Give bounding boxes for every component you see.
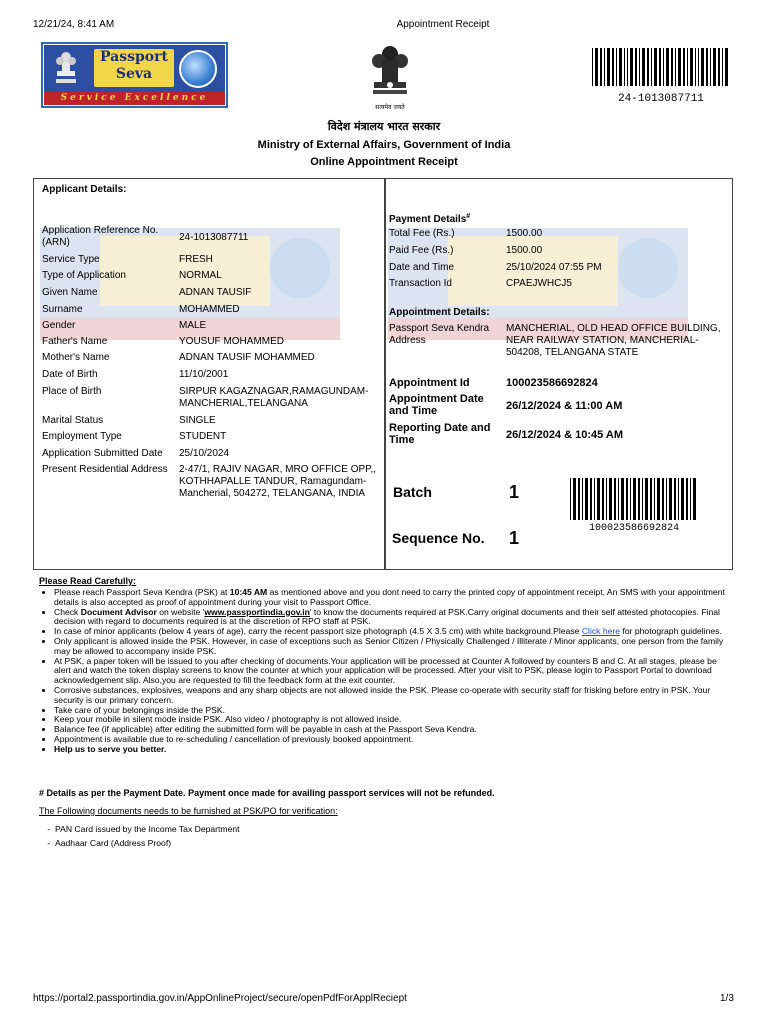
- instruction-item: • Appointment is available due to re-scheduling / cancellation of previously booked appointment.: [54, 735, 732, 745]
- applicant-field-value: NORMAL: [179, 270, 222, 281]
- barcode-bar: [650, 478, 652, 520]
- barcode-bar: [666, 48, 669, 86]
- barcode-bar: [597, 478, 600, 520]
- applicant-field-value: MOHAMMED: [179, 304, 240, 315]
- barcode-bar: [630, 48, 633, 86]
- arn-barcode: [592, 48, 730, 86]
- applicant-field-label: Father's Name: [42, 336, 108, 347]
- barcode-bar: [663, 48, 664, 86]
- emblem-caption: सत्यमेव जयते: [375, 104, 405, 111]
- barcode-bar: [621, 478, 624, 520]
- instruction-item: • In case of minor applicants (below 4 years of age), carry the recent passport size photograph (4.5 X 3.5 cm) with white background.Please Click here for photograph guidelines.: [54, 627, 732, 637]
- barcode-bar: [592, 48, 593, 86]
- barcode-bar: [638, 478, 640, 520]
- instruction-item: • Take care of your belongings inside the PSK.: [54, 706, 732, 716]
- psk-address-label: Passport Seva Kendra Address: [389, 323, 490, 346]
- barcode-bar: [645, 478, 648, 520]
- instruction-item: • At PSK, a paper token will be issued to you after checking of documents.Your application will be processed at Counter A followed by counters B and C. At all stages, please be alert and watch the token display screens to know the counter at which your application will be processed. After your visit to PSK, please login to Passport Portal to download acknowledgement slip. Also,you are requested to fill the feedback form at the exit counter.: [54, 657, 732, 686]
- barcode-bar: [669, 478, 672, 520]
- ashoka-emblem-icon: [52, 51, 80, 87]
- logo-line2: Seva: [115, 66, 153, 82]
- applicant-field-label: Place of Birth: [42, 386, 102, 397]
- applicant-field-value: FRESH: [179, 254, 213, 265]
- psk-address-value: MANCHERIAL, OLD HEAD OFFICE BUILDING, NEAR RAILWAY STATION, MANCHERIAL-504208, TELANGANA STATE: [506, 323, 721, 358]
- globe-icon: [179, 50, 217, 88]
- barcode-bar: [635, 48, 637, 86]
- instruction-item: • Balance fee (if applicable) after editing the submitted form will be payable in cash at the Passport Seva Kendra.: [54, 725, 732, 735]
- barcode-bar: [626, 478, 628, 520]
- applicant-field-label: Marital Status: [42, 415, 104, 426]
- barcode-bar: [654, 478, 655, 520]
- print-doc-title: Appointment Receipt: [396, 19, 490, 30]
- instruction-item: • Check Document Advisor on website 'www.passportindia.gov.in' to know the documents required at PSK.Carry original documents and their self attested photocopies. Final decision with regard to documents required is at the discretion of RPO staff at PSK.: [54, 608, 732, 628]
- barcode-bar: [698, 48, 699, 86]
- barcode-bar: [630, 478, 631, 520]
- appointment-datetime-label: Appointment Date and Time: [389, 393, 484, 417]
- details-divider: [384, 178, 386, 570]
- barcode-bar: [681, 478, 684, 520]
- barcode-bar: [671, 48, 673, 86]
- instructions-header: Please Read Carefully:: [39, 576, 137, 586]
- ministry-heading: Ministry of External Affairs, Government of India: [257, 139, 511, 151]
- barcode-bar: [607, 48, 610, 86]
- receipt-heading: Online Appointment Receipt: [310, 156, 458, 168]
- logo-tagline: Service Excellence: [44, 92, 225, 105]
- barcode-bar: [582, 478, 583, 520]
- instruction-item: • Only applicant is allowed inside the PSK. However, in case of exceptions such as Senior Citizen / Physically Challenged / Illiterate / Minor applicants, one person from the family may be allowed to accompany inside PSK.: [54, 637, 732, 657]
- applicant-field-label: Service Type: [42, 254, 100, 265]
- photo-guidelines-link[interactable]: Click here: [581, 626, 621, 637]
- applicant-field-value: 25/10/2024: [179, 448, 230, 459]
- barcode-bar: [722, 48, 723, 86]
- barcode-bar: [594, 478, 595, 520]
- document-item: - PAN Card issued by the Income Tax Department: [55, 822, 240, 836]
- batch-value: 1: [509, 482, 520, 502]
- applicant-field-label: Employment Type: [42, 431, 122, 442]
- applicant-field-label: Present Residential Address: [42, 464, 168, 475]
- hindi-heading: विदेश मंत्रालय भारत सरकार: [327, 120, 441, 133]
- applicant-field-value: ADNAN TAUSIF MOHAMMED: [179, 352, 315, 363]
- barcode-bar: [683, 48, 685, 86]
- applicant-field-value: 2-47/1, RAJIV NAGAR, MRO OFFICE OPP,, KOTHHAPALLE TANDUR, Ramagundam-Mancherial, 504272, TELANGANA, INDIA: [179, 464, 377, 499]
- appointment-datetime-value: 26/12/2024 & 11:00 AM: [506, 400, 623, 412]
- applicant-field-label: Type of Application: [42, 270, 126, 281]
- barcode-bar: [654, 48, 657, 86]
- barcode-bar: [651, 48, 652, 86]
- payment-header: Payment Details#: [389, 213, 471, 226]
- barcode-bar: [570, 478, 571, 520]
- applicant-field-label: Application Submitted Date: [42, 448, 163, 459]
- barcode-bar: [678, 48, 681, 86]
- print-datetime: 12/21/24, 8:41 AM: [33, 19, 115, 30]
- barcode-bar: [627, 48, 628, 86]
- applicant-field-value: 11/10/2001: [179, 369, 229, 380]
- barcode-bar: [606, 478, 607, 520]
- appointment-header: Appointment Details:: [389, 307, 490, 318]
- barcode-bar: [618, 478, 619, 520]
- barcode-bar: [609, 478, 612, 520]
- applicant-field-label: Given Name: [42, 287, 98, 298]
- applicant-field-label: Surname: [42, 304, 83, 315]
- payment-field-value: 25/10/2024 07:55 PM: [506, 262, 602, 273]
- barcode-bar: [693, 478, 696, 520]
- barcode-bar: [713, 48, 716, 86]
- print-page-number: 1/3: [720, 993, 734, 1004]
- barcode-bar: [616, 48, 617, 86]
- barcode-bar: [659, 48, 661, 86]
- barcode-bar: [624, 48, 626, 86]
- barcode-bar: [666, 478, 667, 520]
- appointment-barcode: [570, 478, 698, 520]
- instruction-item: • Corrosive substances, explosives, weapons and any sharp objects are not allowed inside the PSK. Please co-operate with security staff for frisking before entry in PSK. Your security is our primary concern.: [54, 686, 732, 706]
- barcode-bar: [619, 48, 622, 86]
- barcode-bar: [662, 478, 664, 520]
- barcode-bar: [642, 478, 643, 520]
- barcode-bar: [647, 48, 649, 86]
- print-url: https://portal2.passportindia.gov.in/AppOnlineProject/secure/openPdfForApplReciept: [33, 993, 407, 1004]
- reporting-datetime-value: 26/12/2024 & 10:45 AM: [506, 429, 623, 441]
- barcode-bar: [701, 48, 704, 86]
- barcode-bar: [686, 478, 688, 520]
- instruction-item: • Help us to serve you better.: [54, 745, 732, 755]
- barcode-bar: [675, 48, 676, 86]
- national-emblem-icon: [368, 44, 412, 110]
- documents-list: [39, 822, 240, 850]
- instructions-list: [38, 588, 732, 755]
- logo-line1: Passport: [100, 49, 168, 65]
- barcode-bar: [678, 478, 679, 520]
- barcode-bar: [674, 478, 676, 520]
- passport-seva-logo: [41, 42, 228, 108]
- barcode-bar: [725, 48, 728, 86]
- barcode-bar: [657, 478, 660, 520]
- applicant-field-label: Application Reference No. (ARN): [42, 225, 159, 248]
- barcode-bar: [633, 478, 636, 520]
- applicant-field-value: YOUSUF MOHAMMED: [179, 336, 284, 347]
- barcode-bar: [573, 478, 576, 520]
- payment-field-label: Transaction Id: [389, 278, 452, 289]
- applicant-field-value: MALE: [179, 320, 207, 331]
- barcode-bar: [578, 478, 580, 520]
- payment-field-label: Paid Fee (Rs.): [389, 245, 454, 256]
- barcode-bar: [612, 48, 614, 86]
- applicant-field-value: STUDENT: [179, 431, 227, 442]
- applicant-field-label: Mother's Name: [42, 352, 110, 363]
- barcode-bar: [595, 48, 598, 86]
- instruction-item: • Please reach Passport Seva Kendra (PSK) at 10:45 AM as mentioned above and you dont need to carry the printed copy of appointment receipt. An SMS with your appointment details is also accepted as proof of appointment during your visit to Passport Office.: [54, 588, 732, 608]
- payment-field-value: CPAEJWHCJ5: [506, 278, 572, 289]
- payment-field-label: Date and Time: [389, 262, 455, 273]
- payment-field-label: Total Fee (Rs.): [389, 228, 455, 239]
- sequence-label: Sequence No.: [392, 530, 485, 546]
- arn-barcode-number: 24-1013087711: [618, 93, 704, 105]
- instruction-item: • Keep your mobile in silent mode inside PSK. Also video / photography is not allowed inside.: [54, 715, 732, 725]
- barcode-bar: [690, 48, 693, 86]
- payment-field-value: 1500.00: [506, 245, 543, 256]
- barcode-bar: [604, 48, 605, 86]
- applicant-field-value: 24-1013087711: [179, 232, 249, 243]
- applicant-field-value: SIRPUR KAGAZNAGAR,RAMAGUNDAM-MANCHERIAL,TELANGANA: [179, 386, 369, 409]
- barcode-bar: [614, 478, 616, 520]
- barcode-bar: [600, 48, 602, 86]
- barcode-bar: [695, 48, 697, 86]
- barcode-bar: [602, 478, 604, 520]
- barcode-bar: [718, 48, 720, 86]
- applicant-field-value: SINGLE: [179, 415, 216, 426]
- appointment-id-value: 100023586692824: [506, 377, 598, 389]
- barcode-bar: [585, 478, 588, 520]
- applicant-header: Applicant Details:: [42, 184, 127, 195]
- batch-label: Batch: [393, 484, 432, 500]
- barcode-bar: [706, 48, 708, 86]
- barcode-bar: [642, 48, 645, 86]
- payment-field-value: 1500.00: [506, 228, 543, 239]
- appointment-barcode-number: 100023586692824: [588, 523, 679, 534]
- applicant-field-value: ADNAN TAUSIF: [179, 287, 252, 298]
- payment-note: # Details as per the Payment Date. Payment once made for availing passport services will not be refunded.: [39, 788, 495, 798]
- appointment-id-label: Appointment Id: [389, 377, 470, 389]
- barcode-bar: [690, 478, 691, 520]
- document-item: - Aadhaar Card (Address Proof): [55, 836, 240, 850]
- barcode-bar: [710, 48, 711, 86]
- barcode-bar: [590, 478, 592, 520]
- reporting-datetime-label: Reporting Date and Time: [389, 422, 491, 446]
- applicant-field-label: Date of Birth: [42, 369, 98, 380]
- applicant-field-label: Gender: [42, 320, 76, 331]
- sequence-value: 1: [509, 528, 520, 548]
- documents-header: The Following documents needs to be furnished at PSK/PO for verification:: [39, 806, 338, 816]
- barcode-bar: [639, 48, 640, 86]
- barcode-bar: [687, 48, 688, 86]
